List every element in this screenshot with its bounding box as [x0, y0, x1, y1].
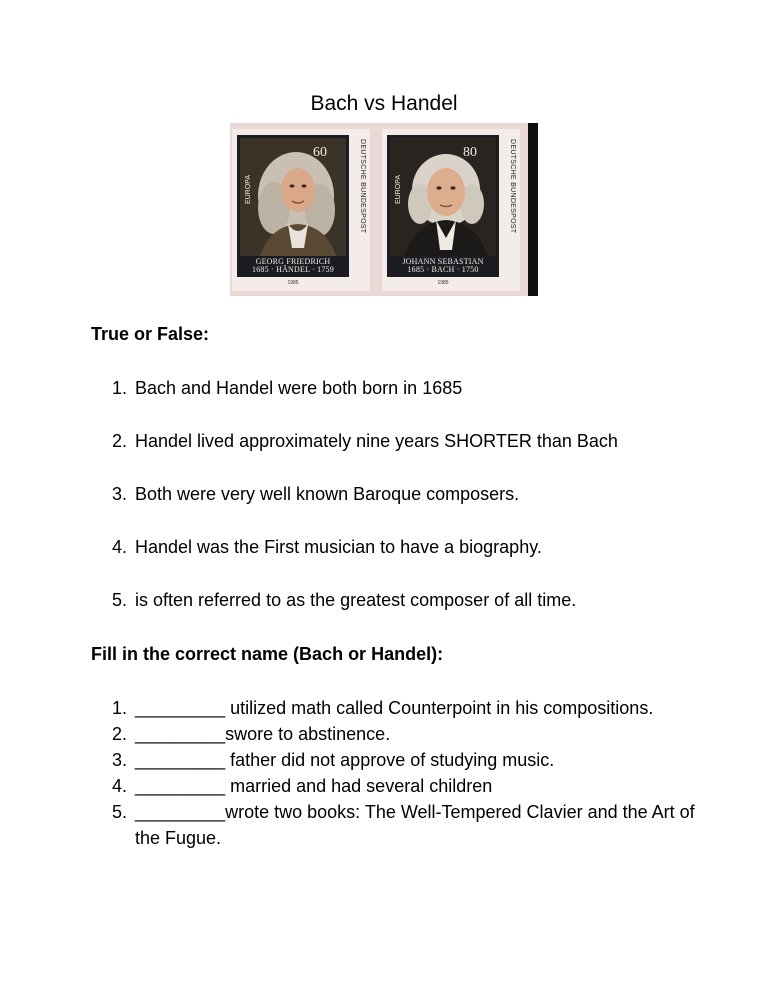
list-item [112, 588, 732, 641]
item-text: _________wrote two books: The Well-Tempered Clavier and the Art of the Fugue. [135, 802, 695, 848]
fill-in-heading: Fill in the correct name (Bach or Handel): [91, 644, 444, 664]
europa-label: EUROPA [245, 175, 252, 205]
list-item [112, 695, 712, 721]
stamp-nameplate [390, 258, 496, 275]
item-text: _________ utilized math called Counterpoint in his compositions. [135, 698, 654, 718]
stamp-name-line1: GEORG FRIEDRICH [255, 257, 331, 266]
handel-portrait [240, 138, 346, 256]
item-number: 1. [112, 698, 128, 718]
stamp-name-line2: 1685 · BACH · 1750 [407, 265, 479, 274]
list-item [112, 773, 712, 799]
true-false-heading: True or False: [91, 324, 210, 344]
item-text: _________ father did not approve of studying music. [135, 750, 555, 770]
stamp-frame [237, 135, 349, 277]
item-text: Bach and Handel were both born in 1685 [135, 378, 463, 398]
stamp-name-line2: 1685 · HÄNDEL · 1759 [252, 265, 334, 274]
stamp-year: 1985 [437, 280, 449, 286]
stamp-year: 1985 [287, 280, 299, 286]
item-number: 3. [112, 484, 128, 504]
item-text: _________swore to abstinence. [135, 724, 391, 744]
image-edge [528, 123, 538, 296]
item-number: 2. [112, 724, 128, 744]
handel-stamp [232, 129, 370, 291]
item-number: 4. [112, 537, 128, 557]
bach-portrait [390, 138, 496, 256]
item-text: Handel lived approximately nine years SHORTER than Bach [135, 431, 618, 451]
list-item [112, 482, 732, 535]
bach-stamp [382, 129, 520, 291]
item-text: is often referred to as the greatest composer of all time. [135, 590, 577, 610]
item-number: 5. [112, 802, 128, 822]
stamp-frame [387, 135, 499, 277]
page-title: Bach vs Handel [310, 92, 458, 115]
item-text: Both were very well known Baroque composers. [135, 484, 520, 504]
list-item [112, 376, 732, 429]
item-number: 3. [112, 750, 128, 770]
item-number: 4. [112, 776, 128, 796]
stamp-side-text: DEUTSCHE BUNDESPOST [509, 139, 516, 234]
composer-stamps-image [230, 123, 538, 296]
item-number: 2. [112, 431, 128, 451]
stamp-nameplate [240, 258, 346, 275]
europa-label: EUROPA [395, 175, 402, 205]
stamp-value: 60 [313, 145, 327, 160]
stamp-name-line1: JOHANN SEBASTIAN [402, 257, 484, 266]
item-text: _________ married and had several children [135, 776, 493, 796]
list-item [112, 721, 712, 747]
stamp-value: 80 [463, 145, 477, 160]
list-item [112, 799, 712, 851]
true-false-list [112, 376, 732, 641]
list-item [112, 535, 732, 588]
item-number: 1. [112, 378, 128, 398]
list-item [112, 747, 712, 773]
list-item [112, 429, 732, 482]
item-number: 5. [112, 590, 128, 610]
item-text: Handel was the First musician to have a biography. [135, 537, 542, 557]
stamp-side-text: DEUTSCHE BUNDESPOST [359, 139, 366, 234]
fill-in-list [112, 695, 712, 851]
